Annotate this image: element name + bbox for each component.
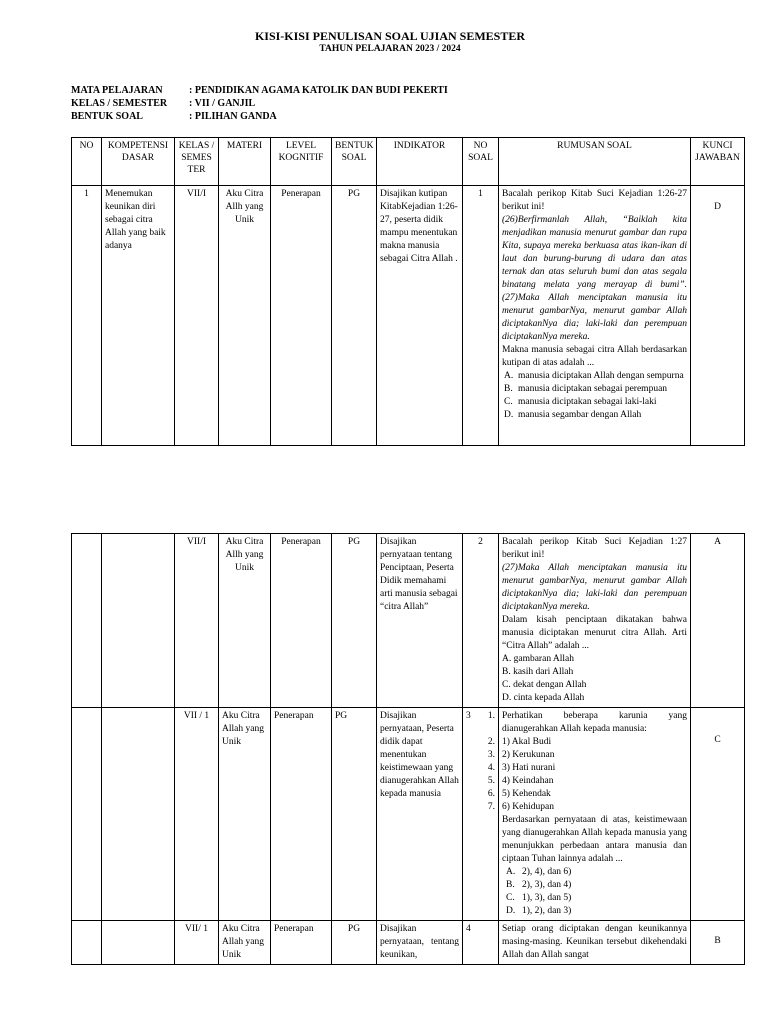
row-kd: Menemukan keunikan diri sebagai citra Allah yang baik adanya xyxy=(102,186,175,446)
col-header-kd: KOMPETENSI DASAR xyxy=(102,138,175,186)
row-no-soal: 4 xyxy=(463,921,499,965)
row-bentuk: PG xyxy=(332,186,377,446)
option-b: B. 2), 3), dan 4) xyxy=(506,880,572,890)
row-kunci: C xyxy=(691,708,745,921)
meta-value: : PILIHAN GANDA xyxy=(189,111,277,122)
row-materi: Aku Citra Allh yang Unik xyxy=(219,186,271,446)
row-materi: Aku Citra Allah yang Unik xyxy=(219,708,271,921)
meta-label: KELAS / SEMESTER xyxy=(71,98,168,109)
row-no-soal: 2 xyxy=(463,534,499,708)
col-header-kunci: KUNCI JAWABAN xyxy=(691,138,745,186)
meta-block xyxy=(71,84,448,123)
meta-value: : PENDIDIKAN AGAMA KATOLIK DAN BUDI PEKERTI xyxy=(189,85,448,96)
row-no-soal: 1 xyxy=(463,186,499,446)
row-level: Penerapan xyxy=(271,921,332,965)
row-level: Penerapan xyxy=(271,708,332,921)
question-stem: Berdasarkan pernyataan di atas, keistimewaan yang dianugerahkan Allah kepada manusia yang menunjukkan perbedaan antara manusia dan ciptaan Tuhan lainnya adalah ... xyxy=(502,815,687,864)
table-row xyxy=(72,708,745,921)
option-d: D. 1), 2), dan 3) xyxy=(506,906,572,916)
gift-item: 6) Kehidupan xyxy=(502,802,554,812)
col-header-rumusan: RUMUSAN SOAL xyxy=(499,138,691,186)
meta-row-subject xyxy=(71,84,448,97)
gift-item: 4) Keindahan xyxy=(502,776,554,786)
option-d: D. cinta kepada Allah xyxy=(502,693,585,703)
col-header-no: NO xyxy=(72,138,102,186)
meta-value: : VII / GANJIL xyxy=(189,98,256,109)
col-header-kelas: KELAS / SEMES TER xyxy=(175,138,219,186)
row-kelas: VII/I xyxy=(175,534,219,708)
table-row xyxy=(72,186,745,446)
row-kunci: B xyxy=(691,921,745,965)
meta-row-class xyxy=(71,97,448,110)
row-level: Penerapan xyxy=(271,186,332,446)
option-a: A. 2), 4), dan 6) xyxy=(506,867,572,877)
gift-item: 3) Hati nurani xyxy=(502,763,556,773)
row-kunci: A xyxy=(691,534,745,708)
option-b: B. kasih dari Allah xyxy=(502,667,574,677)
question-intro: Bacalah perikop Kitab Suci Kejadian 1:26-27 berikut ini! xyxy=(502,189,687,212)
option-a: A. gambaran Allah xyxy=(502,654,575,664)
meta-row-form xyxy=(71,110,448,123)
question-quote: (27)Maka Allah menciptakan manusia itu menurut gambarNya, menurut gambar Allah diciptakanNya dia; laki-laki dan perempuan diciptakanNya mereka. xyxy=(502,563,687,612)
grid-table-page-2 xyxy=(71,533,745,965)
row-kelas: VII/ 1 xyxy=(175,921,219,965)
row-bentuk: PG xyxy=(332,708,377,921)
question-stem: Dalam kisah penciptaan dikatakan bahwa manusia diciptakan menurut citra Allah. Arti “Citra Allah” adalah ... xyxy=(502,615,687,651)
row-indikator: Disajikan pernyataan, Peserta didik dapat menentukan keistimewaan yang dianugerahkan Allah kepada manusia xyxy=(377,708,463,921)
row-rumusan xyxy=(499,534,691,708)
gift-item: 5) Kehendak xyxy=(502,789,551,799)
document-subtitle: TAHUN PELAJARAN 2023 / 2024 xyxy=(319,44,461,54)
question-intro: Bacalah perikop Kitab Suci Kejadian 1:27 berikut ini! xyxy=(502,537,687,560)
col-header-no-soal: NO SOAL xyxy=(463,138,499,186)
row-bentuk: PG xyxy=(332,921,377,965)
option-c: C. 1), 3), dan 5) xyxy=(506,893,572,903)
document-title: KISI-KISI PENULISAN SOAL UJIAN SEMESTER xyxy=(254,29,526,43)
question-quote: (26)Berfirmanlah Allah, “Baiklah kita menjadikan manusia menurut gambar dan rupa Kita, supaya mereka berkuasa atas ikan-ikan di laut dan burung-burung di udara dan atas ternak dan atas seluruh bumi dan atas segala binatang melata yang merayap di bumi”. (27)Maka Allah menciptakan manusia itu menurut gambarNya, menurut gambar Allah diciptakanNya dia; laki-laki dan perempuan diciptakanNya mereka. xyxy=(502,215,687,342)
row-kelas: VII / 1 xyxy=(175,708,219,921)
row-kunci: D xyxy=(691,186,745,446)
row-no-soal: 3 1. 2. 3. 4. 5. 6. 7. xyxy=(463,708,499,921)
row-materi: Aku Citra Allh yang Unik xyxy=(219,534,271,708)
number-list: 1. 2. 3. 4. 5. 6. 7. xyxy=(487,711,495,812)
row-indikator: Disajikan kutipan KitabKejadian 1:26-27, peserta didik mampu menentukan makna manusia sebagai Citra Allah . xyxy=(377,186,463,446)
option-b: B. manusia diciptakan sebagai perempuan xyxy=(504,384,668,394)
table-row xyxy=(72,921,745,965)
row-rumusan xyxy=(499,708,691,921)
col-header-indikator: INDIKATOR xyxy=(377,138,463,186)
row-materi: Aku Citra Allah yang Unik xyxy=(219,921,271,965)
row-no: 1 xyxy=(72,186,102,446)
row-level: Penerapan xyxy=(271,534,332,708)
col-header-materi: MATERI xyxy=(219,138,271,186)
option-d: D. manusia segambar dengan Allah xyxy=(504,410,642,420)
row-indikator: Disajikan pernyataan tentang Penciptaan, Peserta Didik memahami arti manusia sebagai “citra Allah” xyxy=(377,534,463,708)
gift-item: 1) Akal Budi xyxy=(502,737,552,747)
question-stem-top: Perhatikan beberapa karunia yang dianugerahkan Allah kepada manusia: xyxy=(502,711,687,734)
row-kelas: VII/I xyxy=(175,186,219,446)
option-a: A. manusia diciptakan Allah dengan sempurna xyxy=(504,371,684,381)
grid-table-page-1 xyxy=(71,137,745,446)
row-bentuk: PG xyxy=(332,534,377,708)
row-rumusan xyxy=(499,186,691,446)
option-c: C. manusia diciptakan sebagai laki-laki xyxy=(504,397,657,407)
col-header-bentuk: BENTUK SOAL xyxy=(332,138,377,186)
row-indikator: Disajikan pernyataan, tentang keunikan, xyxy=(377,921,463,965)
question-stem: Makna manusia sebagai citra Allah berdasarkan kutipan di atas adalah ... xyxy=(502,345,687,368)
gift-item: 2) Kerukunan xyxy=(502,750,555,760)
header-row xyxy=(72,138,745,186)
row-rumusan: Setiap orang diciptakan dengan keunikannya masing-masing. Keunikan tersebut dikehendaki Allah dan Allah sangat xyxy=(499,921,691,965)
meta-label: MATA PELAJARAN xyxy=(71,85,163,96)
option-c: C. dekat dengan Allah xyxy=(502,680,587,690)
table-row xyxy=(72,534,745,708)
col-header-level: LEVEL KOGNITIF xyxy=(271,138,332,186)
meta-label: BENTUK SOAL xyxy=(71,111,143,122)
